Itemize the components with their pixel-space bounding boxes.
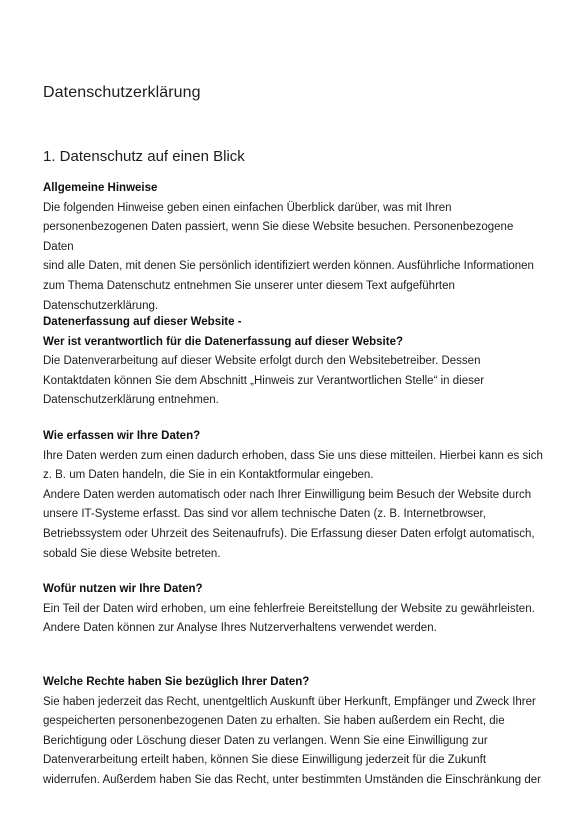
section-data-collection (43, 313, 543, 411)
paragraph-line: widerrufen. Außerdem haben Sie das Recht, unter bestimmten Umständen die Einschränkung der (43, 773, 541, 786)
paragraph-line: Andere Daten können zur Analyse Ihres Nutzerverhaltens verwendet werden. (43, 622, 437, 635)
paragraph-line: personenbezogenen Daten passiert, wenn Sie diese Website besuchen. Personenbezogene Daten (43, 221, 514, 253)
paragraph-line: Ihre Daten werden zum einen dadurch erhoben, dass Sie uns diese mitteilen. Hierbei kann es sich (43, 449, 543, 462)
paragraph-line: gespeicherten personenbezogenen Daten zu erhalten. Sie haben außerdem ein Recht, die (43, 715, 505, 728)
paragraph-line: Berichtigung oder Löschung dieser Daten zu verlangen. Wenn Sie eine Einwilligung zur (43, 734, 488, 747)
paragraph-line: Kontaktdaten können Sie dem Abschnitt „Hinweis zur Verantwortlichen Stelle“ in dieser (43, 374, 485, 387)
block-heading: Wie erfassen wir Ihre Daten? (43, 430, 201, 442)
block-heading: Wofür nutzen wir Ihre Daten? (43, 583, 203, 595)
block-heading: Welche Rechte haben Sie bezüglich Ihrer Daten? (43, 676, 310, 688)
block-heading: Allgemeine Hinweise (43, 182, 158, 194)
paragraph-line: Andere Daten werden automatisch oder nach Ihrer Einwilligung beim Besuch der Website durch (43, 488, 532, 501)
paragraph-line: sind alle Daten, mit denen Sie persönlich identifiziert werden können. Ausführliche Informationen (43, 260, 534, 273)
paragraph-line: sobald Sie diese Website betreten. (43, 547, 221, 560)
paragraph-line: zum Thema Datenschutz entnehmen Sie unserer unter diesem Text aufgeführten (43, 279, 455, 292)
section-general-notes (43, 179, 543, 316)
paragraph-line: Die folgenden Hinweise geben einen einfachen Überblick darüber, was mit Ihren (43, 201, 452, 214)
section-data-usage (43, 580, 543, 639)
paragraph-line: Die Datenverarbeitung auf dieser Website erfolgt durch den Websitebetreiber. Dessen (43, 355, 481, 368)
page-title: Datenschutzerklärung (43, 84, 201, 101)
paragraph-line: Datenschutzerklärung. (43, 299, 159, 312)
section-how-collected (43, 427, 543, 564)
paragraph-line: unsere IT-Systeme erfasst. Das sind vor allem technische Daten (z. B. Internetbrowser, (43, 508, 486, 521)
paragraph-line: Sie haben jederzeit das Recht, unentgeltlich Auskunft über Herkunft, Empfänger und Zweck Ihrer (43, 695, 536, 708)
paragraph-line: z. B. um Daten handeln, die Sie in ein Kontaktformular eingeben. (43, 469, 374, 482)
paragraph-line: Datenverarbeitung erteilt haben, können Sie diese Einwilligung jederzeit für die Zukunft (43, 754, 487, 767)
paragraph-line: Betriebssystem oder Uhrzeit des Seitenaufrufs). Die Erfassung dieser Daten erfolgt automatisch, (43, 527, 535, 540)
block-heading: Datenerfassung auf dieser Website - (43, 316, 242, 328)
paragraph-line: Ein Teil der Daten wird erhoben, um eine fehlerfreie Bereitstellung der Website zu gewährleisten. (43, 602, 535, 615)
paragraph-line: Datenschutzerklärung entnehmen. (43, 394, 219, 407)
section-your-rights (43, 673, 543, 791)
section-title: 1. Datenschutz auf einen Blick (43, 148, 245, 165)
block-subheading: Wer ist verantwortlich für die Datenerfassung auf dieser Website? (43, 335, 403, 348)
